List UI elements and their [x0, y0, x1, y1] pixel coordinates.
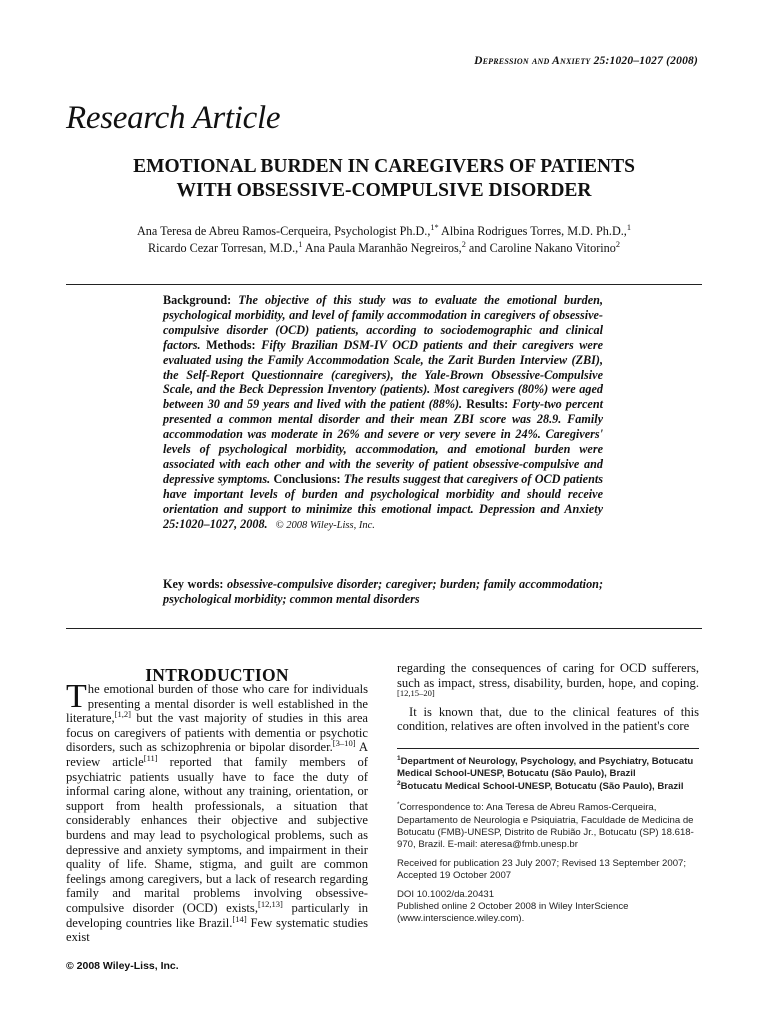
- citation: [12,13]: [257, 898, 283, 909]
- affiliation-mark: 2: [397, 779, 401, 787]
- affiliation-2: [397, 781, 699, 793]
- author-name: Ana Paula Maranhão Negreiros,: [302, 241, 462, 255]
- title-line-1: EMOTIONAL BURDEN IN CAREGIVERS OF PATIENTS: [133, 156, 635, 177]
- keywords-text: obsessive-compulsive disorder; caregiver; burden; family accommodation; psychological morbidity; common mental disorders: [163, 577, 603, 606]
- body-column-left: [66, 678, 368, 945]
- intro-paragraph-2: It is known that, due to the clinical features of this condition, relatives are often involved in the patient's core: [397, 704, 699, 734]
- abstract-background: The objective of this study was to evaluate the emotional burden, psychological morbidity, and level of family accommodation in caregivers of obsessive-compulsive disorder (OCD) patients, according to sociodemographic and clinical factors.: [163, 293, 603, 352]
- title-line-2: WITH OBSESSIVE-COMPULSIVE DISORDER: [176, 180, 592, 201]
- footnote-divider: [397, 748, 699, 749]
- correspondence: [397, 802, 699, 852]
- body-text: reported that family members of psychiatric patients usually have to face the duty of informal caring alone, without any training, orientation, or support from health professionals, a situation that considerably enhances their objective and subjective burdens and may lead to psychological problems, such as depressive and anxiety symptoms, and impairment in their quality of life. Shame, stigma, and guilt are common feelings among caregivers, but a lack of research regarding family and marital problems involving obsessive-compulsive disorder (OCD) exists,: [66, 754, 368, 915]
- affiliation-1: [397, 756, 699, 781]
- body-text: particularly in developing countries like Brazil.: [66, 900, 368, 930]
- author-name: Ana Teresa de Abreu Ramos-Cerqueira, Psychologist Ph.D.,: [137, 224, 431, 238]
- divider: [66, 284, 702, 285]
- received-dates: Received for publication 23 July 2007; Revised 13 September 2007; Accepted 19 October 2007: [397, 857, 687, 882]
- divider: [66, 628, 702, 629]
- doi: DOI 10.1002/da.20431: [397, 888, 495, 900]
- affiliation-text: Botucatu Medical School-UNESP, Botucatu (São Paulo), Brazil: [400, 780, 684, 792]
- author-line-2: [40, 240, 728, 257]
- drop-cap: T: [66, 678, 87, 715]
- abstract-conclusions: The results suggest that caregivers of OCD patients have important levels of burden and psychological morbidity and should receive orientation and support to minimize this emotional impact. Depression and Anxiety 25:1020–1027, 2008.: [163, 471, 603, 531]
- intro-paragraph-1-continued: [397, 661, 699, 705]
- intro-paragraph-1: [66, 678, 368, 945]
- abstract-results-label: Results:: [462, 397, 509, 412]
- body-text: A review article: [66, 740, 368, 769]
- author-name: Ricardo Cezar Torresan, M.D.,: [147, 241, 299, 255]
- correspondence-mark: *: [397, 801, 400, 809]
- author-line-1: [40, 223, 728, 240]
- article-title: [50, 155, 718, 203]
- footnotes: [397, 756, 699, 932]
- journal-header: Depression and Anxiety 25:1020–1027 (2008): [474, 55, 698, 67]
- copyright-footer: © 2008 Wiley-Liss, Inc.: [66, 960, 179, 972]
- author-affiliation-mark: 2: [461, 239, 466, 249]
- body-text: regarding the consequences of caring for OCD sufferers, such as impact, stress, disability, burden, hope, and coping.: [397, 661, 699, 690]
- abstract: [163, 293, 603, 534]
- citation: [11]: [143, 752, 158, 763]
- published-online: Published online 2 October 2008 in Wiley InterScience (www.interscience.wiley.com).: [397, 901, 629, 925]
- body-text: Few systematic studies exist: [66, 915, 368, 945]
- abstract-methods-label: Methods:: [200, 337, 256, 352]
- citation: [14]: [232, 913, 247, 924]
- abstract-conclusions-label: Conclusions:: [270, 471, 341, 486]
- body-text: but the vast majority of studies in this area focus on caregivers of patients with dementia or psychotic disorders, such as schizophrenia or bipolar disorder.: [66, 711, 368, 755]
- correspondence-text: Correspondence to: Ana Teresa de Abreu Ramos-Cerqueira, Departamento de Neurologia e Psiquiatria, Faculdade de Medicina de Botucatu (FMB)-UNESP, Distrito de Rubião Jr., Botucatu (SP) 18.618-970, Brazil. E-mail: ateresa@fmb.unesp.br: [397, 802, 694, 851]
- keywords-label: Key words:: [163, 577, 224, 591]
- author-list: [40, 223, 728, 257]
- author-name: Albina Rodrigues Torres, M.D. Ph.D.,: [438, 224, 627, 238]
- article-type-heading: Research Article: [66, 100, 281, 136]
- body-text: he emotional burden of those who care for individuals presenting a mental disorder is well established in the literature,: [66, 682, 368, 726]
- abstract-methods: Fifty Brazilian DSM-IV OCD patients and their caregivers were evaluated using the Family Accommodation Scale, the Zarit Burden Interview (ZBI), the Self-Report Questionnaire (caregivers), the Yale-Brown Obsessive-Compulsive Scale, and the Beck Depression Inventory (patients). Most caregivers (80%) were aged between 30 and 59 years and lived with the patient (88%).: [163, 337, 603, 412]
- author-affiliation-mark: 2: [615, 239, 621, 249]
- citation: [12,15–20]: [397, 688, 435, 698]
- citation: [1,2]: [114, 709, 131, 719]
- abstract-results: Forty-two percent presented a common mental disorder and their mean ZBI score was 28.9. Family accommodation was moderate in 26% and severe or very severe in 24%. Caregivers' levels of psychological morbidity, accommodation, and emotional burden were associated with each other and with the severity of patient obsessive-compulsive and depressive symptoms.: [163, 397, 603, 486]
- abstract-background-label: Background:: [163, 293, 232, 307]
- abstract-copyright: © 2008 Wiley-Liss, Inc.: [275, 519, 375, 531]
- citation: [3–10]: [332, 738, 356, 749]
- author-name: and Caroline Nakano Vitorino: [465, 241, 616, 255]
- author-affiliation-mark: 1: [626, 222, 631, 232]
- author-affiliation-mark: 1*: [430, 222, 439, 232]
- body-column-right: [397, 661, 699, 734]
- affiliation-text: Department of Neurology, Psychology, and Psychiatry, Botucatu Medical School-UNESP, Botucatu (São Paulo), Brazil: [397, 756, 694, 780]
- affiliation-mark: 1: [397, 754, 401, 762]
- keywords: [163, 577, 603, 607]
- introduction-heading: INTRODUCTION: [145, 665, 289, 685]
- author-affiliation-mark: 1: [298, 239, 303, 249]
